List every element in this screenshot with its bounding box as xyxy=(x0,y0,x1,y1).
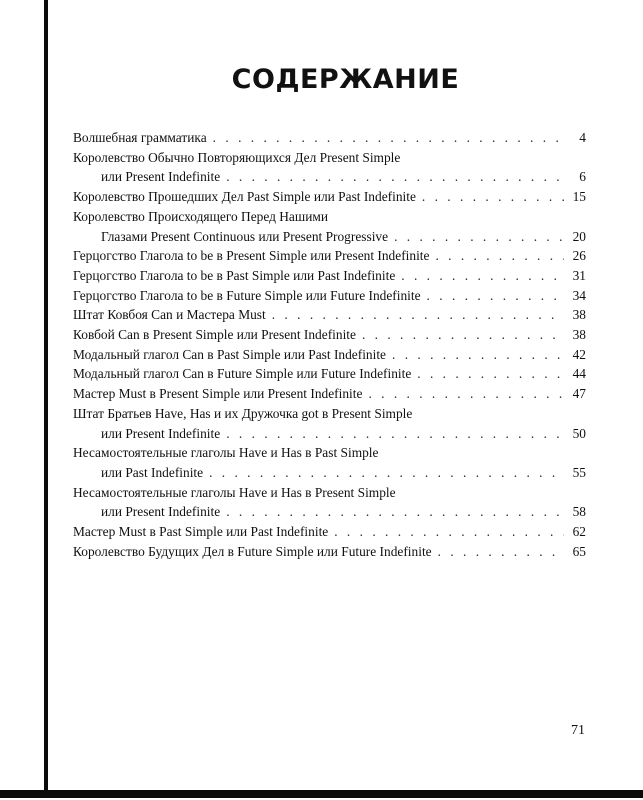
toc-entry-line-last xyxy=(73,542,586,562)
toc-entry-title: Ковбой Can в Present Simple или Present Indefinite xyxy=(73,327,356,343)
toc-entry-line-last xyxy=(73,384,586,404)
toc-entry[interactable] xyxy=(73,207,586,246)
toc-dot-leader xyxy=(401,266,564,286)
toc-entry-title: Модальный глагол Can в Future Simple или Future Indefinite xyxy=(73,366,412,382)
toc-dot-leader xyxy=(226,167,564,187)
toc-entry-line-last xyxy=(73,227,586,247)
toc-entry-line-last xyxy=(73,305,586,325)
page-number: 71 xyxy=(571,723,585,738)
toc-entry-title: Герцогство Глагола to be в Past Simple или Past Indefinite xyxy=(73,267,396,283)
toc-entry-line-last xyxy=(73,424,586,444)
toc-entry-line-last xyxy=(73,522,586,542)
toc-entry-line-last xyxy=(73,266,586,286)
toc-entry-page: 55 xyxy=(572,464,586,480)
toc-entry-title: Королевство Будущих Дел в Future Simple или Future Indefinite xyxy=(73,543,432,559)
toc-entry-line-last xyxy=(73,325,586,345)
toc-dot-leader xyxy=(226,424,564,444)
toc-entry-title: Модальный глагол Can в Past Simple или Past Indefinite xyxy=(73,346,386,362)
toc-dot-leader xyxy=(435,246,564,266)
toc-entry-page: 65 xyxy=(572,543,586,559)
toc-entry[interactable] xyxy=(73,246,586,266)
toc-dot-leader xyxy=(392,345,564,365)
toc-entry-title: или Past Indefinite xyxy=(101,464,204,480)
toc-entry-title: Мастер Must в Past Simple или Past Indefinite xyxy=(73,524,329,540)
toc-entry[interactable] xyxy=(73,522,586,542)
toc-dot-leader xyxy=(334,522,564,542)
toc-entry-line-last xyxy=(73,286,586,306)
toc-entry[interactable] xyxy=(73,187,586,207)
toc-dot-leader xyxy=(209,463,564,483)
toc-dot-leader xyxy=(417,364,564,384)
toc-entry-title: Мастер Must в Present Simple или Present Indefinite xyxy=(73,386,363,402)
toc-entry-page: 15 xyxy=(572,189,586,205)
toc-entry-title: Штат Ковбоя Can и Мастера Must xyxy=(73,307,266,323)
toc-entry[interactable] xyxy=(73,364,586,384)
toc-entry-page: 47 xyxy=(572,386,586,402)
toc-entry-page: 6 xyxy=(579,169,586,185)
toc-entry-page: 50 xyxy=(572,425,586,441)
toc-entry[interactable] xyxy=(73,404,586,443)
toc-entry-title: Королевство Происходящего Перед Нашими xyxy=(73,208,328,224)
toc-entry-title: Королевство Прошедших Дел Past Simple или Past Indefinite xyxy=(73,189,416,205)
toc-entry-title: Герцогство Глагола to be в Future Simple или Future Indefinite xyxy=(73,287,421,303)
toc-entry-title: или Present Indefinite xyxy=(101,169,221,185)
toc-entry-page: 4 xyxy=(579,130,586,145)
toc-entry-line-last xyxy=(73,463,586,483)
toc-entry-line xyxy=(73,443,586,463)
table-of-contents xyxy=(73,128,586,561)
scan-border-left xyxy=(44,0,48,790)
toc-entry-line xyxy=(73,483,586,503)
toc-entry-page: 38 xyxy=(572,307,586,323)
toc-entry-page: 38 xyxy=(572,327,586,343)
toc-entry[interactable] xyxy=(73,443,586,482)
toc-entry-line xyxy=(73,148,586,168)
toc-dot-leader xyxy=(394,227,564,247)
toc-entry-line-last xyxy=(73,128,586,148)
toc-entry-line-last xyxy=(73,246,586,266)
toc-dot-leader xyxy=(362,325,564,345)
toc-entry-line-last xyxy=(73,345,586,365)
toc-entry-line xyxy=(73,207,586,227)
toc-dot-leader xyxy=(438,542,564,562)
toc-dot-leader xyxy=(272,305,564,325)
toc-entry-title: Глазами Present Continuous или Present Progressive xyxy=(101,228,389,244)
toc-entry[interactable] xyxy=(73,286,586,306)
page-title: СОДЕРЖАНИЕ xyxy=(231,64,460,95)
toc-dot-leader xyxy=(226,502,564,522)
toc-entry-page: 31 xyxy=(572,267,586,283)
toc-entry-line-last xyxy=(73,187,586,207)
toc-entry-page: 58 xyxy=(572,504,586,520)
toc-entry[interactable] xyxy=(73,128,586,148)
toc-entry[interactable] xyxy=(73,325,586,345)
toc-entry-page: 26 xyxy=(572,248,586,264)
toc-entry[interactable] xyxy=(73,266,586,286)
toc-entry[interactable] xyxy=(73,542,586,562)
toc-entry-title: Волшебная грамматика xyxy=(73,130,207,145)
toc-entry[interactable] xyxy=(73,483,586,522)
toc-entry-page: 34 xyxy=(572,287,586,303)
toc-entry[interactable] xyxy=(73,345,586,365)
toc-entry-page: 62 xyxy=(572,524,586,540)
toc-entry-title: Герцогство Глагола to be в Present Simple или Present Indefinite xyxy=(73,248,430,264)
toc-entry-title: или Present Indefinite xyxy=(101,425,221,441)
scan-margin-left xyxy=(0,0,44,800)
toc-entry-line-last xyxy=(73,502,586,522)
toc-entry-page: 20 xyxy=(572,228,586,244)
toc-entry-title: Штат Братьев Have, Has и их Дружочка got в Present Simple xyxy=(73,405,413,421)
toc-entry-line-last xyxy=(73,364,586,384)
toc-dot-leader xyxy=(368,384,564,404)
toc-entry-title: или Present Indefinite xyxy=(101,504,221,520)
toc-entry-page: 42 xyxy=(572,346,586,362)
toc-entry-title: Королевство Обычно Повторяющихся Дел Present Simple xyxy=(73,149,401,165)
toc-dot-leader xyxy=(213,128,564,148)
toc-entry-line-last xyxy=(73,167,586,187)
toc-entry-title: Несамостоятельные глаголы Have и Has в Present Simple xyxy=(73,484,396,500)
toc-entry[interactable] xyxy=(73,305,586,325)
toc-entry[interactable] xyxy=(73,384,586,404)
toc-entry-title: Несамостоятельные глаголы Have и Has в Past Simple xyxy=(73,445,379,461)
toc-entry-page: 44 xyxy=(572,366,586,382)
scan-border-bottom xyxy=(0,790,643,798)
toc-dot-leader xyxy=(427,286,564,306)
toc-dot-leader xyxy=(422,187,564,207)
toc-entry[interactable] xyxy=(73,148,586,187)
toc-entry-line xyxy=(73,404,586,424)
